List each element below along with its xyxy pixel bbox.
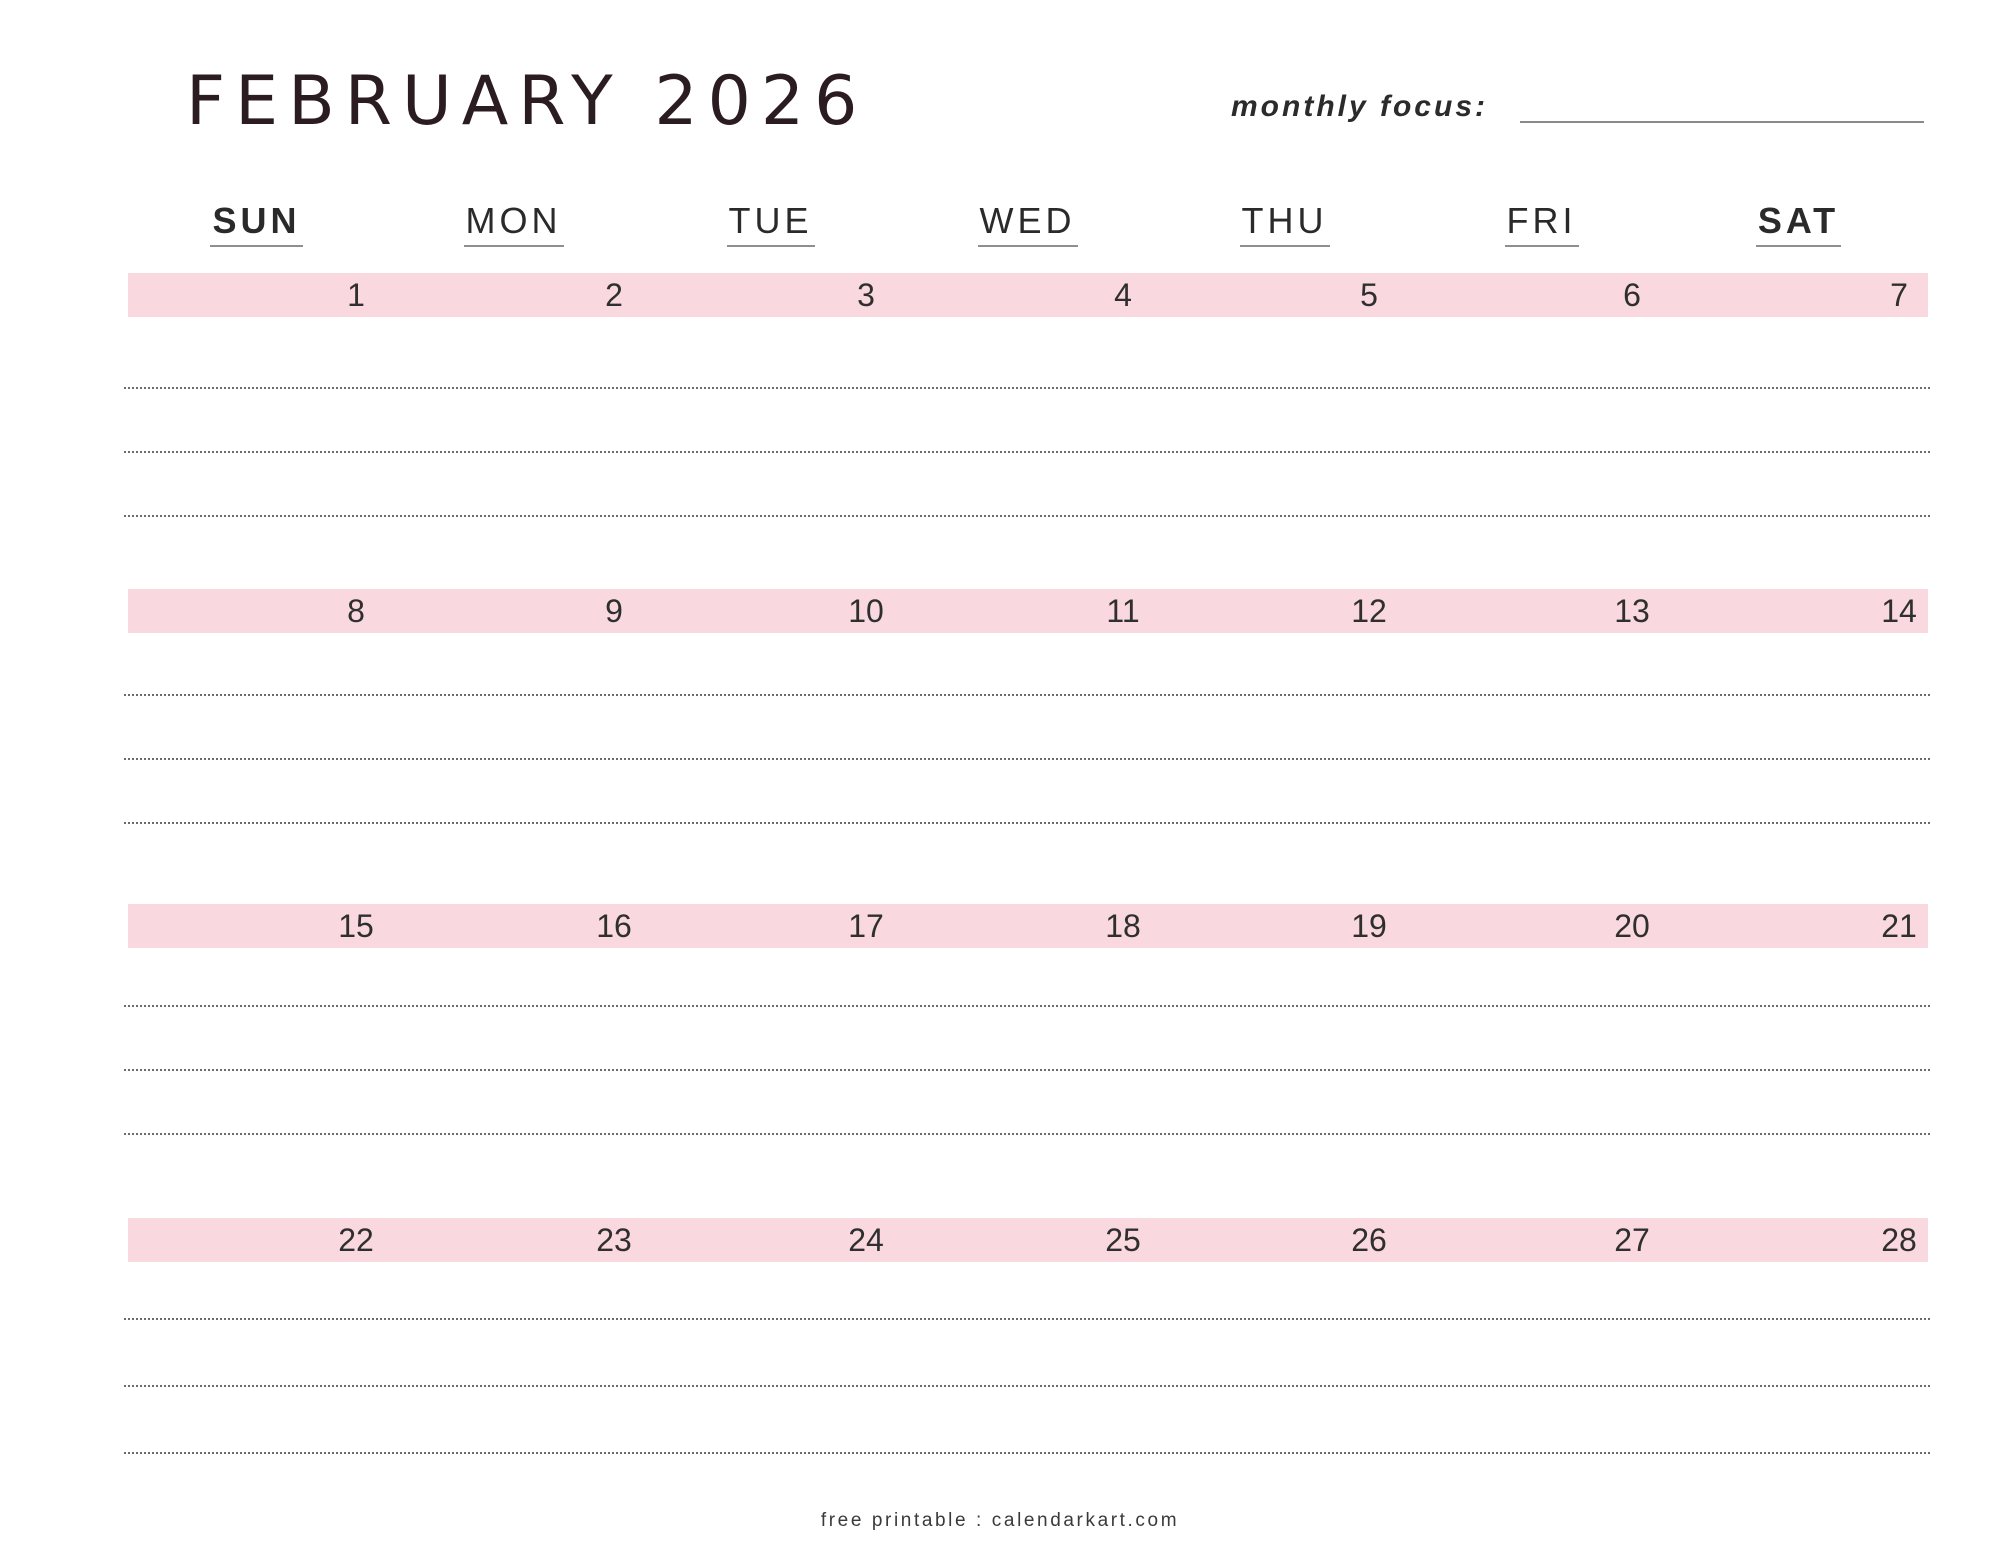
day-number: 22 [338,1222,374,1258]
day-number: 7 [1890,277,1908,313]
day-number: 6 [1623,277,1641,313]
day-number: 16 [596,908,632,944]
day-number: 25 [1105,1222,1141,1258]
writing-line [124,1385,1930,1387]
day-number: 1 [347,277,365,313]
weekday-mon: MON [385,200,642,247]
writing-line [124,1318,1930,1320]
weekday-sun: SUN [128,200,385,247]
writing-line [124,1133,1930,1135]
day-number: 15 [338,908,374,944]
weekday-fri: FRI [1413,200,1670,247]
writing-line [124,1452,1930,1454]
day-number: 23 [596,1222,632,1258]
day-number: 3 [857,277,875,313]
day-number: 10 [848,593,884,629]
day-number: 2 [605,277,623,313]
day-number: 5 [1360,277,1378,313]
day-number: 24 [848,1222,884,1258]
writing-line [124,387,1930,389]
day-number: 19 [1351,908,1387,944]
weekday-sat: SAT [1670,200,1927,247]
weekday-tue: TUE [642,200,899,247]
day-number: 9 [605,593,623,629]
day-number: 21 [1881,908,1917,944]
writing-line [124,694,1930,696]
day-number: 26 [1351,1222,1387,1258]
weekday-wed: WED [899,200,1156,247]
page-title: FEBRUARY 2026 [186,62,868,141]
writing-line [124,822,1930,824]
monthly-focus-line [1520,121,1924,123]
day-number: 17 [848,908,884,944]
footer-credit: free printable : calendarkart.com [820,1510,1180,1531]
day-number: 12 [1351,593,1387,629]
day-number: 20 [1614,908,1650,944]
monthly-focus-label: monthly focus: [1231,90,1488,123]
day-number: 28 [1881,1222,1917,1258]
day-number: 18 [1105,908,1141,944]
day-number: 11 [1106,593,1140,629]
writing-line [124,1069,1930,1071]
weekday-header [128,200,1928,260]
writing-line [124,1005,1930,1007]
day-number: 4 [1114,277,1132,313]
writing-line [124,515,1930,517]
day-number: 27 [1614,1222,1650,1258]
day-number: 13 [1614,593,1650,629]
writing-line [124,451,1930,453]
writing-line [124,758,1930,760]
day-number: 14 [1881,593,1917,629]
weekday-thu: THU [1156,200,1413,247]
day-number: 8 [347,593,365,629]
